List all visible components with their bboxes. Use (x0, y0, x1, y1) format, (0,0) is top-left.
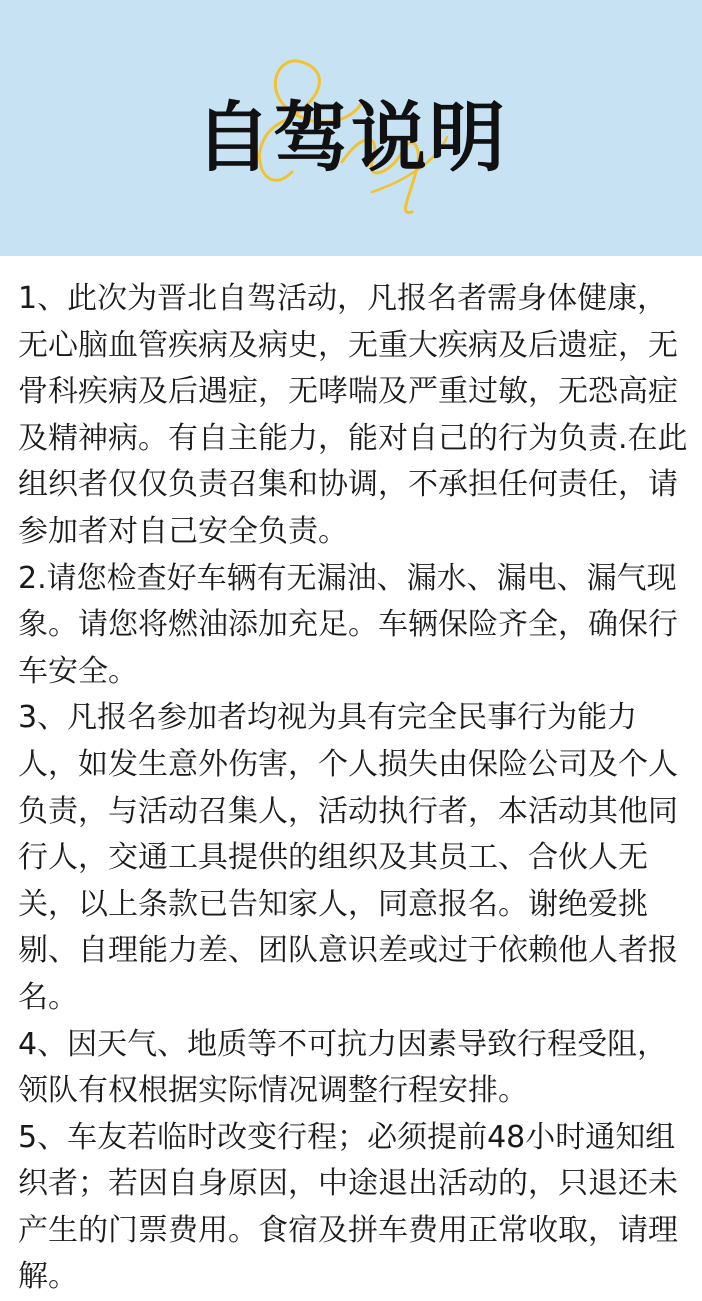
header-banner (0, 0, 702, 256)
instruction-paragraph-3: 3、凡报名参加者均视为具有完全民事行为能力人，如发生意外伤害，个人损失由保险公司及个人负责，与活动召集人，活动执行者，本活动其他同行人，交通工具提供的组织及其员工、合伙人无关，以上条款已告知家人，同意报名。谢绝爱挑剔、自理能力差、团队意识差或过于依赖他人者报名。 (18, 700, 678, 1015)
instruction-paragraph-4: 4、因天气、地质等不可抗力因素导致行程受阻，领队有权根据实际情况调整行程安排。 (18, 1026, 668, 1109)
page-title: 自驾说明 (195, 93, 507, 182)
instruction-paragraph-5: 5、车友若临时改变行程；必须提前48小时通知组织者；若因自身原因，中途退出活动的，只退还未产生的门票费用。食宿及拼车费用正常收取，请理解。 (18, 1119, 678, 1295)
instruction-paragraph-2: 2.请您检查好车辆有无漏油、漏水、漏电、漏气现象。请您将燃油添加充足。车辆保险齐全，确保行车安全。 (18, 560, 678, 689)
instruction-paragraph-1: 1、此次为晋北自驾活动，凡报名者需身体健康，无心脑血管疾病及病史，无重大疾病及后遗症，无骨科疾病及后遇症，无哮喘及严重过敏，无恐高症及精神病。有自主能力，能对自己的行为负责.在此组织者仅仅负责召集和协调，不承担任何责任，请参加者对自己安全负责。 (18, 281, 688, 549)
instructions-body (18, 276, 690, 1301)
